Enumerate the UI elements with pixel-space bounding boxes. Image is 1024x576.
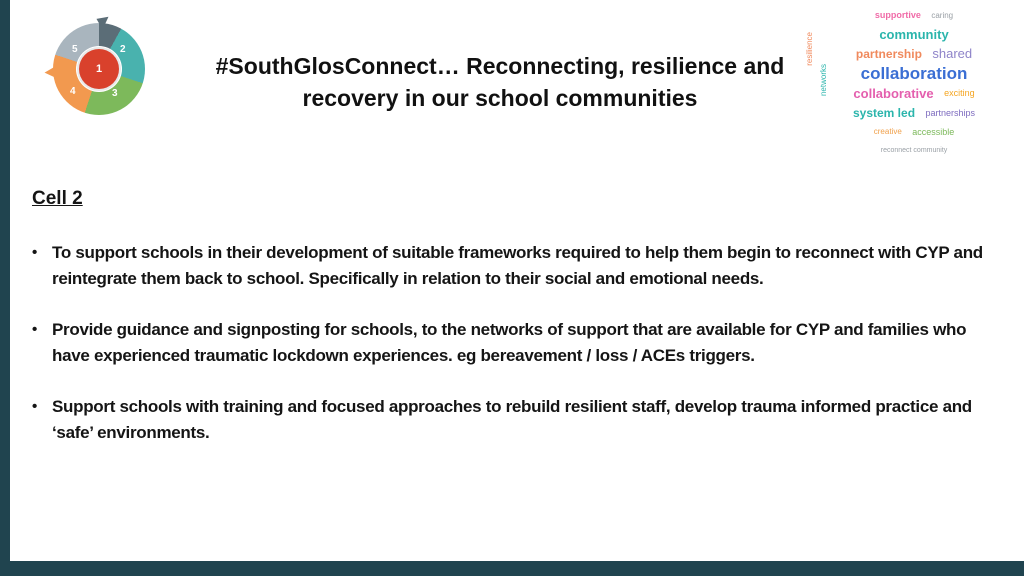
word-cloud-word: system led [852,105,916,120]
left-accent-bar [0,0,10,576]
slide-title-line1: #SouthGlosConnect… Reconnecting, resilience and [215,53,785,79]
cycle-center-number: 1 [79,49,119,89]
bullet-item [32,317,998,369]
word-cloud-word: reconnect community [880,147,948,155]
cycle-segment-number: 2 [120,44,126,55]
word-cloud-word: partnerships [925,107,976,118]
section-heading: Cell 2 [32,188,83,209]
word-cloud [805,6,1010,161]
word-cloud-word: creative [873,127,902,137]
word-cloud-word: collaboration [860,63,968,83]
word-cloud-word: networks [819,64,828,97]
slide-title-line2: recovery in our school communities [302,85,698,112]
bullet-marker: • [32,244,37,261]
bullet-marker: • [32,398,37,415]
slide-body [32,188,998,471]
word-cloud-word: collaborative [853,85,934,101]
word-cloud-word: caring [931,10,954,20]
bullet-text: Support schools with training and focused approaches to rebuild resilient staff, develop trauma informed practice and ‘safe’ environments. [52,397,972,442]
bullet-text: To support schools in their development of suitable frameworks required to help them begin to reconnect with CYP and reintegrate them back to school. Specifically in relation to their social and emotional needs. [52,243,983,288]
word-cloud-word: shared [932,46,973,62]
bullet-item [32,240,998,292]
word-cloud-word: accessible [912,126,955,137]
word-cloud-word: partnership [855,46,922,61]
word-cloud-word: resilience [805,32,814,66]
slide-title [188,50,812,114]
cycle-segment-number: 3 [112,88,118,99]
bullet-marker: • [32,321,37,338]
word-cloud-word: exciting [944,88,975,99]
cycle-segment-number: 5 [72,44,78,55]
cycle-diagram-logo [46,16,152,122]
bottom-accent-bar [0,561,1024,576]
bullet-text: Provide guidance and signposting for schools, to the networks of support that are available for CYP and families who have experienced traumatic lockdown experiences. eg bereavement / loss / ACEs triggers. [52,320,967,365]
word-cloud-word: supportive [874,10,921,21]
cycle-segment-number: 4 [70,86,76,97]
bullet-item [32,394,998,446]
word-cloud-word: community [879,27,949,43]
